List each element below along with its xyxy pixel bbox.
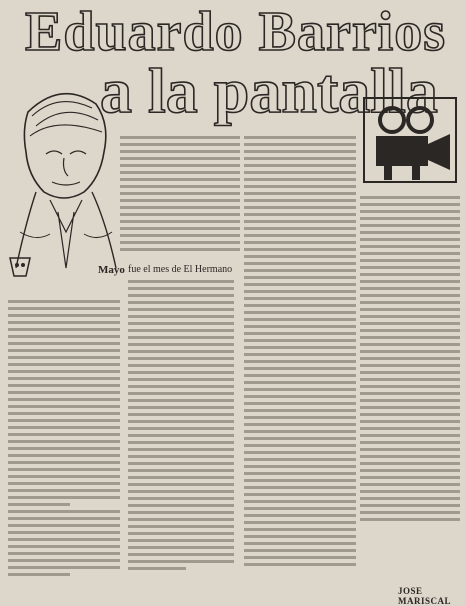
author-portrait-drawing <box>6 72 118 272</box>
film-camera-icon <box>362 96 458 184</box>
column-4 <box>360 196 460 525</box>
lead-word: Mayo <box>98 264 125 276</box>
byline: JOSE MARISCAL <box>398 586 452 606</box>
column-1 <box>8 300 120 580</box>
headline-line-2: a la pantalla <box>100 55 438 126</box>
column-2 <box>128 280 234 574</box>
lead-text: fue el mes de El Hermano <box>128 264 233 275</box>
column-2-top <box>120 136 240 255</box>
headline-line-1: Eduardo Barrios <box>24 1 447 63</box>
column-3 <box>244 136 356 570</box>
mask-icon <box>8 254 32 280</box>
